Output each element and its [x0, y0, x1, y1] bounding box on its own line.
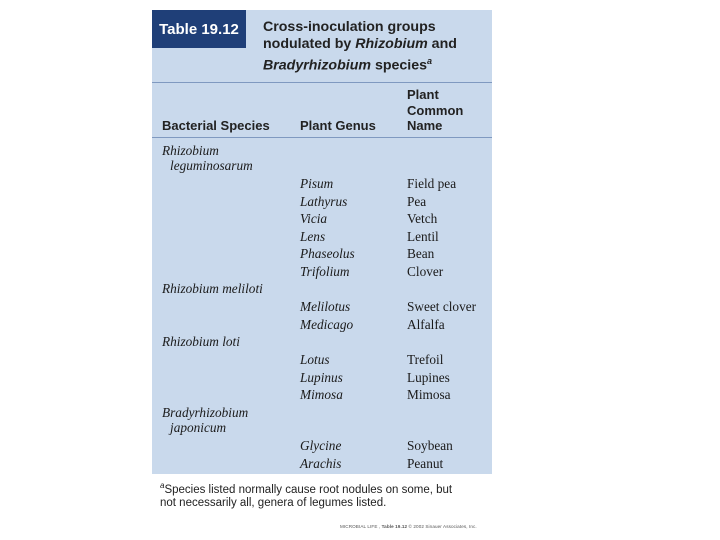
column-header-common-line-1: Plant — [407, 87, 439, 102]
title-line-3-suffix: species — [371, 57, 428, 74]
table-title — [263, 19, 488, 75]
common-name-cell: Vetch — [407, 211, 438, 226]
species-name-cont: leguminosarum — [170, 158, 253, 173]
table-number: Table 19.12 — [159, 20, 239, 38]
title-line-2-italic: Rhizobium — [355, 36, 428, 52]
genus-cell: Lens — [300, 228, 326, 244]
species-name: Bradyrhizobium — [162, 405, 249, 420]
title-note-mark: a — [427, 56, 433, 66]
common-name-cell: Lentil — [407, 228, 439, 244]
credit-book: MICROBIAL LIFE , — [340, 524, 382, 529]
common-name-cell: Clover — [407, 263, 444, 279]
species-name: Rhizobium meliloti — [162, 281, 263, 296]
genus-cell: Phaseolus — [300, 246, 355, 261]
species-name-cont: japonicum — [170, 420, 227, 435]
column-header-common-line-3: Name — [407, 118, 443, 133]
common-name-cell: Pea — [407, 193, 427, 209]
table-panel — [152, 10, 492, 474]
common-name-cell: Peanut — [407, 455, 444, 471]
common-name-cell: Soybean — [407, 438, 453, 453]
footnote-line-2: not necessarily all, genera of legumes listed. — [160, 497, 387, 510]
table-footnote — [160, 479, 495, 511]
column-header-divider — [152, 137, 492, 138]
common-name-cell: Field pea — [407, 176, 457, 191]
genus-cell: Medicago — [300, 316, 354, 332]
column-header-common — [407, 87, 463, 134]
credit-table: Table 19.12 — [381, 524, 408, 529]
footnote-text-1: Species listed normally cause root nodules on some, but — [164, 483, 453, 496]
genus-cell: Trifolium — [300, 263, 350, 279]
title-line-2-suffix: and — [427, 36, 457, 52]
credit-publisher: © 2002 Sinauer Associates, Inc. — [407, 524, 477, 529]
common-name-cell: Sweet clover — [407, 299, 477, 314]
footnote-mark: a — [160, 481, 165, 490]
source-credit — [340, 524, 477, 529]
table-header — [152, 10, 492, 82]
genus-cell: Glycine — [300, 438, 342, 453]
column-header-genus: Plant Genus — [300, 118, 376, 133]
title-line-2-prefix: nodulated by — [263, 36, 356, 52]
title-line-2 — [263, 36, 488, 53]
title-line-3 — [263, 53, 488, 75]
genus-cell: Lupinus — [300, 369, 343, 385]
footnote-line-1 — [160, 479, 495, 497]
common-name-cell: Trefoil — [407, 352, 444, 367]
title-line-3-italic: Bradyrhizobium — [263, 57, 371, 74]
common-name-cell: Lupines — [407, 369, 450, 385]
genus-cell: Pisum — [300, 176, 334, 191]
genus-cell: Arachis — [300, 455, 342, 471]
common-name-cell: Bean — [407, 246, 435, 261]
genus-cell: Lotus — [300, 352, 330, 367]
title-line-1: Cross-inoculation groups — [263, 19, 436, 35]
table-number-tag — [152, 10, 246, 48]
genus-cell: Mimosa — [300, 387, 343, 402]
genus-cell: Melilotus — [300, 299, 351, 314]
species-name: Rhizobium loti — [162, 334, 240, 349]
genus-cell: Vicia — [300, 211, 328, 226]
column-header-species: Bacterial Species — [162, 118, 270, 133]
species-name: Rhizobium — [162, 143, 219, 158]
genus-cell: Lathyrus — [300, 193, 348, 209]
header-divider — [152, 82, 492, 83]
common-name-cell: Mimosa — [407, 387, 451, 402]
column-header-common-line-2: Common — [407, 102, 464, 118]
common-name-cell: Alfalfa — [407, 316, 445, 332]
